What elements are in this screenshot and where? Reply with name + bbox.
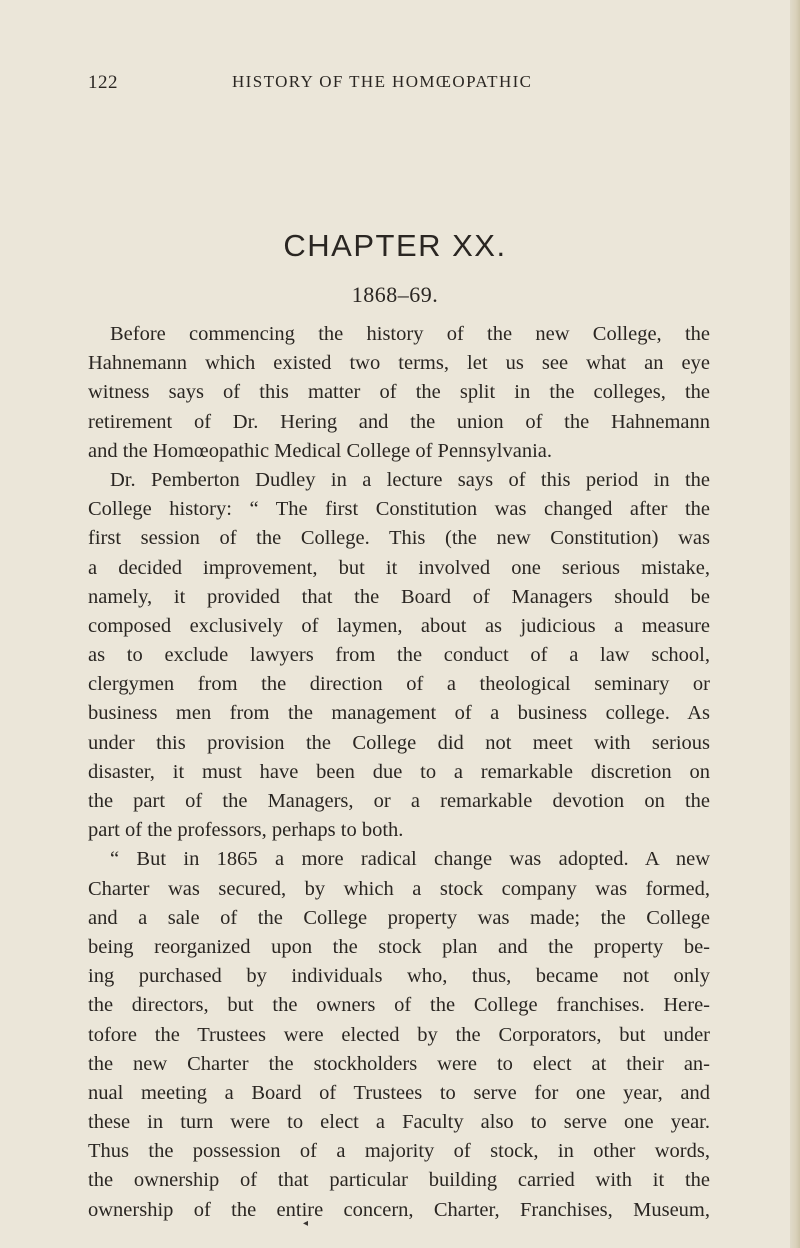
text-line: being reorganized upon the stock plan and the property be- — [88, 935, 710, 958]
text-line: clergymen from the direction of a theological seminary or — [88, 673, 710, 696]
text-line: namely, it provided that the Board of Managers should be — [88, 585, 710, 608]
text-line: Thus the possession of a majority of stock, in other words, — [88, 1140, 710, 1163]
text-line: ownership of the entire concern, Charter, Franchises, Museum, — [88, 1198, 710, 1221]
text-line: retirement of Dr. Hering and the union of the Hahnemann — [88, 410, 710, 433]
text-line: “ But in 1865 a more radical change was adopted. A new — [110, 848, 710, 871]
text-line: the ownership of that particular building carried with it the — [88, 1169, 710, 1192]
text-line: nual meeting a Board of Trustees to serve for one year, and — [88, 1081, 710, 1104]
text-line: witness says of this matter of the split in the colleges, the — [88, 381, 710, 404]
text-line: as to exclude lawyers from the conduct of a law school, — [88, 644, 710, 667]
chapter-title: CHAPTER XX. — [283, 228, 507, 263]
text-line: a decided improvement, but it involved one serious mistake, — [88, 556, 710, 579]
footer-mark: ◂ — [303, 1218, 309, 1229]
text-line: the part of the Managers, or a remarkable devotion on the — [88, 790, 710, 812]
text-line: tofore the Trustees were elected by the Corporators, but under — [88, 1023, 710, 1046]
text-line: the new Charter the stockholders were to elect at their an- — [88, 1052, 710, 1075]
text-line: the directors, but the owners of the College franchises. Here- — [88, 994, 710, 1017]
text-line: disaster, it must have been due to a remarkable discretion on — [88, 760, 710, 783]
text-line: and the Homœopathic Medical College of Pennsylvania. — [88, 439, 552, 462]
text-line: first session of the College. This (the new Constitution) was — [88, 527, 710, 550]
text-line: Hahnemann which existed two terms, let us see what an eye — [88, 352, 710, 375]
text-line: under this provision the College did not meet with serious — [88, 731, 710, 754]
running-header — [0, 72, 800, 96]
chapter-date: 1868–69. — [351, 282, 439, 307]
text-line: ing purchased by individuals who, thus, became not only — [88, 965, 710, 988]
text-line: Before commencing the history of the new College, the — [110, 323, 710, 345]
text-line: Charter was secured, by which a stock company was formed, — [88, 877, 710, 900]
body-text — [88, 320, 710, 1225]
text-line: Dr. Pemberton Dudley in a lecture says of this period in the — [110, 468, 710, 491]
text-line: College history: “ The first Constitution was changed after the — [88, 498, 710, 521]
text-line: composed exclusively of laymen, about as judicious a measure — [88, 614, 710, 637]
page-number: 122 — [88, 72, 118, 93]
text-line: part of the professors, perhaps to both. — [88, 819, 404, 842]
text-line: these in turn were to elect a Faculty also to serve one year. — [88, 1111, 710, 1134]
text-line: business men from the management of a business college. As — [88, 702, 710, 725]
running-head-title: HISTORY OF THE HOMŒOPATHIC — [232, 72, 533, 91]
page-edge — [790, 0, 800, 1248]
text-line: and a sale of the College property was made; the College — [88, 906, 710, 929]
